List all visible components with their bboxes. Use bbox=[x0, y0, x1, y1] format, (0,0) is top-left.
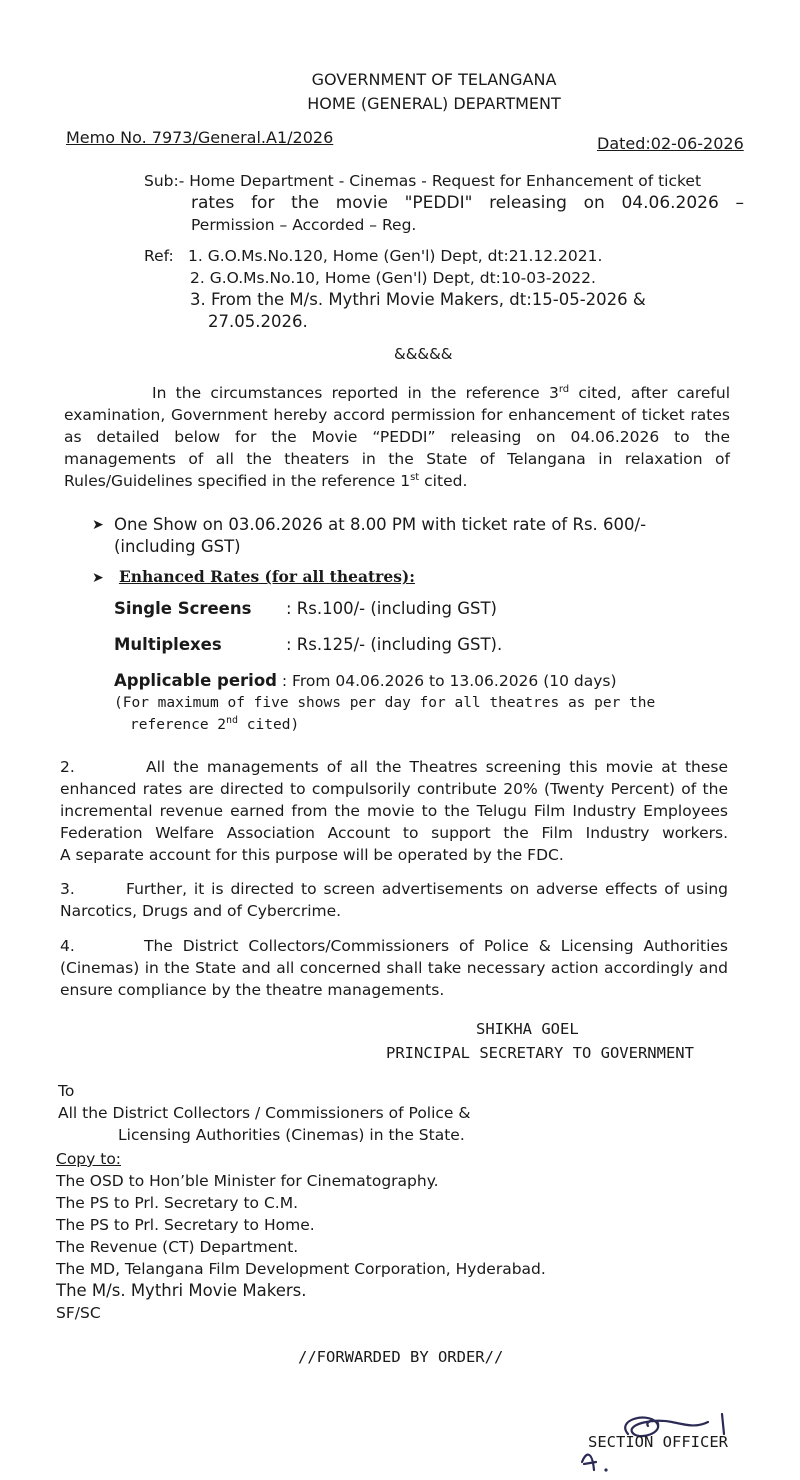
paragraph-1-last-line: Rules/Guidelines specified in the reference 1st cited. bbox=[64, 471, 468, 490]
to-line: All the District Collectors / Commissioners of Police & bbox=[58, 1104, 471, 1122]
subject-line-2: rates for the movie "PEDDI" releasing on 04.06.2026 – bbox=[191, 193, 744, 213]
separator: &&&&& bbox=[394, 345, 453, 363]
paragraph-number: 3. bbox=[60, 880, 75, 898]
forwarded-by-order: //FORWARDED BY ORDER// bbox=[298, 1348, 504, 1366]
rate-row-multiplexes: Multiplexes : Rs.125/- (including GST). bbox=[114, 635, 503, 654]
paragraph-2: 2. All the managements of all the Theatres screening this movie at these enhanced rates are directed to compulsorily contribute 20% (Twenty Percent) of the incremental revenue earned from the movie to the Telugu Film Industry Employees Federation Welfare Association Account to support the Film Industry workers. A separate account for this purpose will be operated by the FDC. bbox=[60, 758, 728, 864]
to-line: Licensing Authorities (Cinemas) in the State. bbox=[118, 1126, 465, 1144]
section-officer-title: SECTION OFFICER bbox=[588, 1433, 728, 1451]
signatory-title: PRINCIPAL SECRETARY TO GOVERNMENT bbox=[386, 1044, 694, 1062]
paragraph-number: 4. bbox=[60, 937, 75, 955]
memo-number: Memo No. 7973/General.A1/2026 bbox=[66, 128, 334, 147]
subject-line-1: Home Department - Cinemas - Request for Enhancement of ticket bbox=[189, 172, 702, 190]
copy-recipient: The PS to Prl. Secretary to C.M. bbox=[56, 1194, 299, 1212]
subject-block bbox=[144, 170, 744, 236]
copy-to-block bbox=[56, 1148, 546, 1324]
copy-recipient: The OSD to Hon’ble Minister for Cinematography. bbox=[56, 1172, 439, 1190]
copy-recipient: The M/s. Mythri Movie Makers. bbox=[56, 1281, 307, 1300]
paragraph-number: 2. bbox=[60, 758, 75, 776]
arrow-bullet-icon: ➤ bbox=[92, 570, 104, 586]
reference-item: 2. G.O.Ms.No.10, Home (Gen'l) Dept, dt:10-03-2022. bbox=[190, 269, 596, 287]
references-label: Ref: bbox=[144, 247, 174, 265]
signatory-name: SHIKHA GOEL bbox=[476, 1020, 579, 1038]
applicable-period: Applicable period : From 04.06.2026 to 13.06.2026 (10 days) (For maximum of five shows per day for all theatres as per the reference 2nd cited) bbox=[114, 671, 656, 733]
rate-row-single-screens: Single Screens : Rs.100/- (including GST) bbox=[114, 599, 497, 618]
copy-to-label: Copy to: bbox=[56, 1150, 122, 1168]
department-header bbox=[0, 68, 800, 116]
copy-recipient: SF/SC bbox=[56, 1304, 101, 1322]
subject-label: Sub:- bbox=[144, 172, 185, 190]
rates-table bbox=[114, 598, 502, 670]
bullet-one-show: ➤ One Show on 03.06.2026 at 8.00 PM with ticket rate of Rs. 600/- (including GST) bbox=[92, 515, 647, 556]
paragraph-4: 4. The District Collectors/Commissioners of Police & Licensing Authorities (Cinemas) in the State and all concerned shall take necessary action accordingly and ensure compliance by the theatre managements. bbox=[60, 937, 728, 999]
copy-recipient: The MD, Telangana Film Development Corporation, Hyderabad. bbox=[56, 1260, 546, 1278]
references-block bbox=[144, 245, 744, 333]
department-title: HOME (GENERAL) DEPARTMENT bbox=[307, 94, 561, 113]
enhanced-rates-heading: Enhanced Rates (for all theatres): bbox=[118, 567, 415, 586]
bullet-enhanced-rates bbox=[92, 566, 415, 589]
copy-recipient: The Revenue (CT) Department. bbox=[56, 1238, 299, 1256]
reference-item: 3. From the M/s. Mythri Movie Makers, dt:15-05-2026 & bbox=[190, 290, 646, 309]
government-title: GOVERNMENT OF TELANGANA bbox=[311, 70, 557, 89]
memo-date: Dated:02-06-2026 bbox=[597, 134, 744, 153]
reference-item: 1. G.O.Ms.No.120, Home (Gen'l) Dept, dt:21.12.2021. bbox=[188, 247, 603, 265]
paragraph-3: 3. Further, it is directed to screen advertisements on adverse effects of using Narcotics, Drugs and of Cybercrime. bbox=[60, 880, 728, 920]
copy-recipient: The PS to Prl. Secretary to Home. bbox=[56, 1216, 315, 1234]
to-block bbox=[58, 1080, 470, 1146]
subject-line-3: Permission – Accorded – Reg. bbox=[191, 216, 417, 234]
reference-item-continued: 27.05.2026. bbox=[208, 312, 308, 331]
to-label: To bbox=[58, 1082, 75, 1100]
arrow-bullet-icon: ➤ bbox=[92, 517, 104, 533]
paragraph-1: In the circumstances reported in the reference 3rd cited, after careful examination, Government hereby accord permission for enhancement of ticket rates as detailed below for the Movie “PEDDI” releasing on 04.06.2026 to the managements of all the theaters in the State of Telangana in relaxation of bbox=[64, 383, 730, 468]
